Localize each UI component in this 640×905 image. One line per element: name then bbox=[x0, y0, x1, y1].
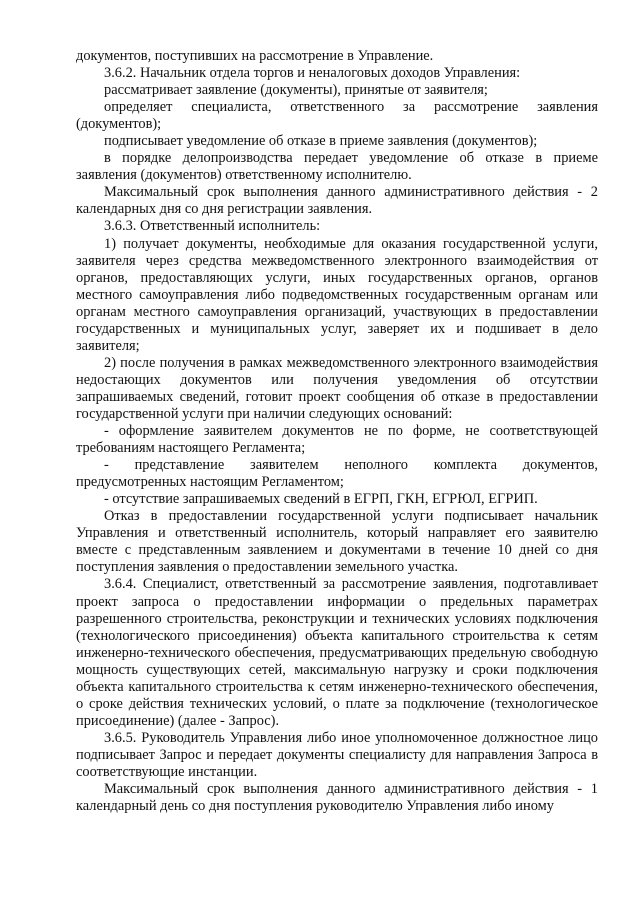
paragraph-sign-refusal-notice: подписывает уведомление об отказе в приеме заявления (документов); bbox=[104, 133, 538, 150]
paragraph-3-6-3-heading: 3.6.3. Ответственный исполнитель: bbox=[104, 218, 321, 235]
paragraph-item-1-receive-documents: 1) получает документы, необходимые для оказания государственной услуги, заявителя через средства межведомственного электронного взаимодействия от органов, предоставляющих услуги, иных государственных органов, органов местного самоуправления либо подведомственных государственным органам или органам местного самоуправления организаций, участвующих в предоставлении государственных и муниципальных услуг, заверяет их и подшивает в дело заявителя; bbox=[76, 235, 598, 354]
paragraph-continuation: документов, поступивших на рассмотрение в Управление. bbox=[76, 48, 434, 64]
paragraph-assign-specialist: определяет специалиста, ответственного за рассмотрение заявления (документов); bbox=[76, 99, 598, 133]
paragraph-3-6-2-heading: 3.6.2. Начальник отдела торгов и неналоговых доходов Управления: bbox=[104, 65, 521, 82]
paragraph-ground-incomplete-set: - представление заявителем неполного комплекта документов, предусмотренных настоящим Регламентом; bbox=[76, 457, 598, 491]
paragraph-ground-missing-records: - отсутствие запрашиваемых сведений в ЕГРП, ГКН, ЕГРЮЛ, ЕГРИП. bbox=[104, 491, 538, 508]
paragraph-3-6-4-request: 3.6.4. Специалист, ответственный за рассмотрение заявления, подготавливает проект запроса о предоставлении информации о предельных параметрах разрешенного строительства, реконструкции и технических условиях подключения (технологического присоединения) объекта капитального строительства к сетям инженерно-технического обеспечения, предусматривающих предельную свободную мощность существующих сетей, максимальную нагрузку и сроки подключения объекта капитального строительства к сетям инженерно-технического обеспечения, о сроке действия технических условий, о плате за подключение (технологическое присоединение) (далее - Запрос). bbox=[76, 576, 598, 729]
paragraph-ground-wrong-form: - оформление заявителем документов не по форме, не соответствующей требованиям настоящего Регламента; bbox=[76, 423, 598, 457]
paragraph-item-2-prepare-refusal: 2) после получения в рамках межведомственного электронного взаимодействия недостающих документов или получения уведомления об отсутствии запрашиваемых сведений, готовит проект сообщения об отказе в предоставлении государственной услуги при наличии следующих оснований: bbox=[76, 354, 598, 422]
paragraph-review-application: рассматривает заявление (документы), принятые от заявителя; bbox=[104, 82, 488, 99]
paragraph-transfer-notice: в порядке делопроизводства передает уведомление об отказе в приеме заявления (документов) ответственному исполнителю. bbox=[76, 150, 598, 184]
paragraph-max-term-2-days: Максимальный срок выполнения данного административного действия - 2 календарных дня со дня регистрации заявления. bbox=[76, 184, 598, 218]
paragraph-refusal-signature: Отказ в предоставлении государственной услуги подписывает начальник Управления и ответственный исполнитель, который направляет его заявителю вместе с представленным заявлением и документами в течение 10 дней со дня поступления заявления о предоставлении земельного участка. bbox=[76, 508, 598, 576]
paragraph-max-term-1-day: Максимальный срок выполнения данного административного действия - 1 календарный день со дня поступления руководителю Управления либо иному bbox=[76, 781, 598, 815]
paragraph-3-6-5-sign-request: 3.6.5. Руководитель Управления либо иное уполномоченное должностное лицо подписывает Запрос и передает документы специалисту для направления Запроса в соответствующие инстанции. bbox=[76, 729, 598, 780]
